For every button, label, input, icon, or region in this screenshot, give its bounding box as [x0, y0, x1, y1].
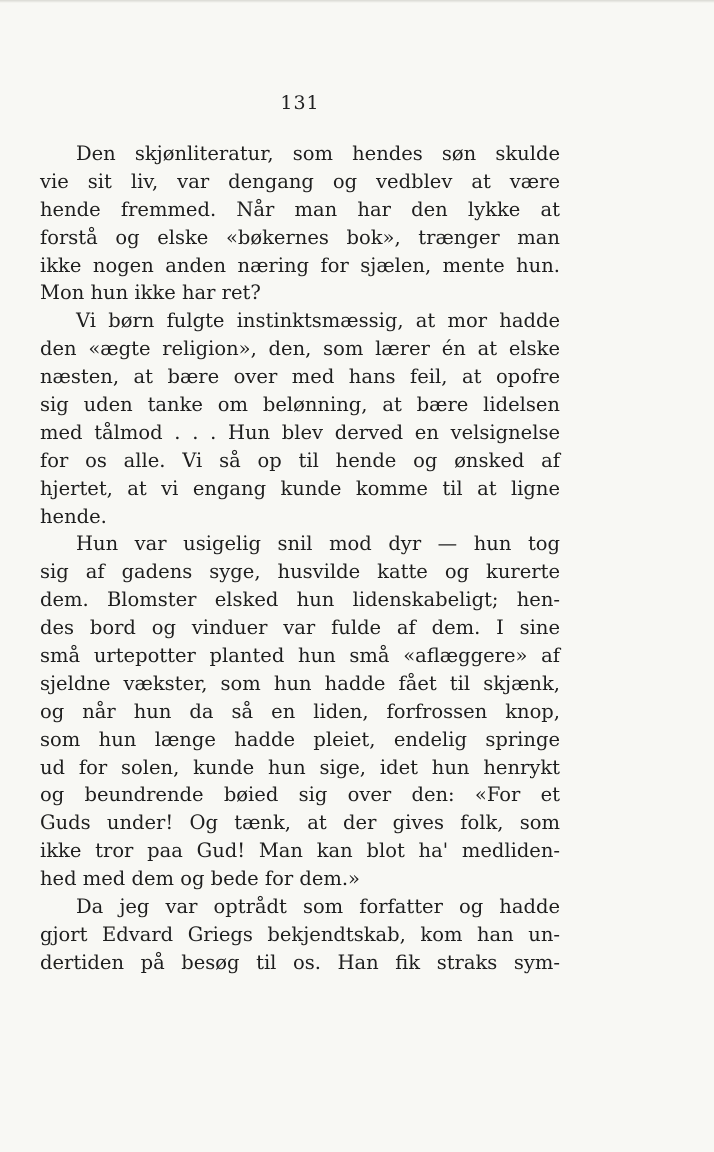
text-line: gjort Edvard Griegs bekjendtskab, kom han un- — [40, 922, 560, 946]
text-line: for os alle. Vi så op til hende og ønsked af — [40, 448, 560, 472]
text-line: Den skjønliteratur, som hendes søn skulde — [76, 142, 560, 165]
text-line: og beundrende bøied sig over den: «For et — [40, 783, 560, 807]
body-text — [40, 140, 560, 977]
page-number: 131 — [280, 92, 320, 114]
text-line: hende fremmed. Når man har den lykke at — [40, 197, 560, 221]
text-line: Mon hun ikke har ret? — [40, 281, 261, 305]
text-line: med tålmod . . . Hun blev derved en velsignelse — [40, 420, 560, 444]
text-line: hende. — [40, 504, 107, 528]
text-line: Vi børn fulgte instinktsmæssig, at mor hadde — [76, 309, 560, 333]
text-line: des bord og vinduer var fulde af dem. I sine — [40, 616, 560, 640]
text-line: dertiden på besøg til os. Han fik straks sym- — [40, 950, 560, 974]
text-line: forstå og elske «bøkernes bok», trænger man — [40, 225, 560, 249]
text-line: Hun var usigelig snil mod dyr — hun tog — [76, 532, 560, 556]
text-line: dem. Blomster elsked hun lidenskabeligt; hen- — [40, 588, 560, 612]
text-line: sig af gadens syge, husvilde katte og kurerte — [40, 560, 560, 584]
text-line: sjeldne vækster, som hun hadde fået til skjænk, — [40, 671, 560, 695]
page-top-edge — [0, 0, 714, 3]
text-line: ikke nogen anden næring for sjælen, mente hun. — [40, 253, 560, 277]
text-line: ud for solen, kunde hun sige, idet hun henrykt — [40, 755, 560, 779]
text-line: næsten, at bære over med hans feil, at opofre — [40, 365, 560, 389]
text-line: Da jeg var optrådt som forfatter og hadde — [76, 895, 560, 919]
text-line: ikke tror paa Gud! Man kan blot ha' medliden- — [40, 839, 560, 863]
text-line: vie sit liv, var dengang og vedblev at være — [40, 169, 560, 193]
text-line: Guds under! Og tænk, at der gives folk, som — [40, 811, 560, 835]
text-line: sig uden tanke om belønning, at bære lidelsen — [40, 393, 560, 417]
text-line: som hun længe hadde pleiet, endelig springe — [40, 727, 560, 751]
text-line: hjertet, at vi engang kunde komme til at ligne — [40, 476, 560, 500]
text-line: den «ægte religion», den, som lærer én at elske — [40, 337, 560, 361]
text-line: og når hun da så en liden, forfrossen knop, — [40, 699, 560, 723]
text-line: små urtepotter planted hun små «aflæggere» af — [40, 644, 560, 668]
text-line: hed med dem og bede for dem.» — [40, 867, 360, 891]
